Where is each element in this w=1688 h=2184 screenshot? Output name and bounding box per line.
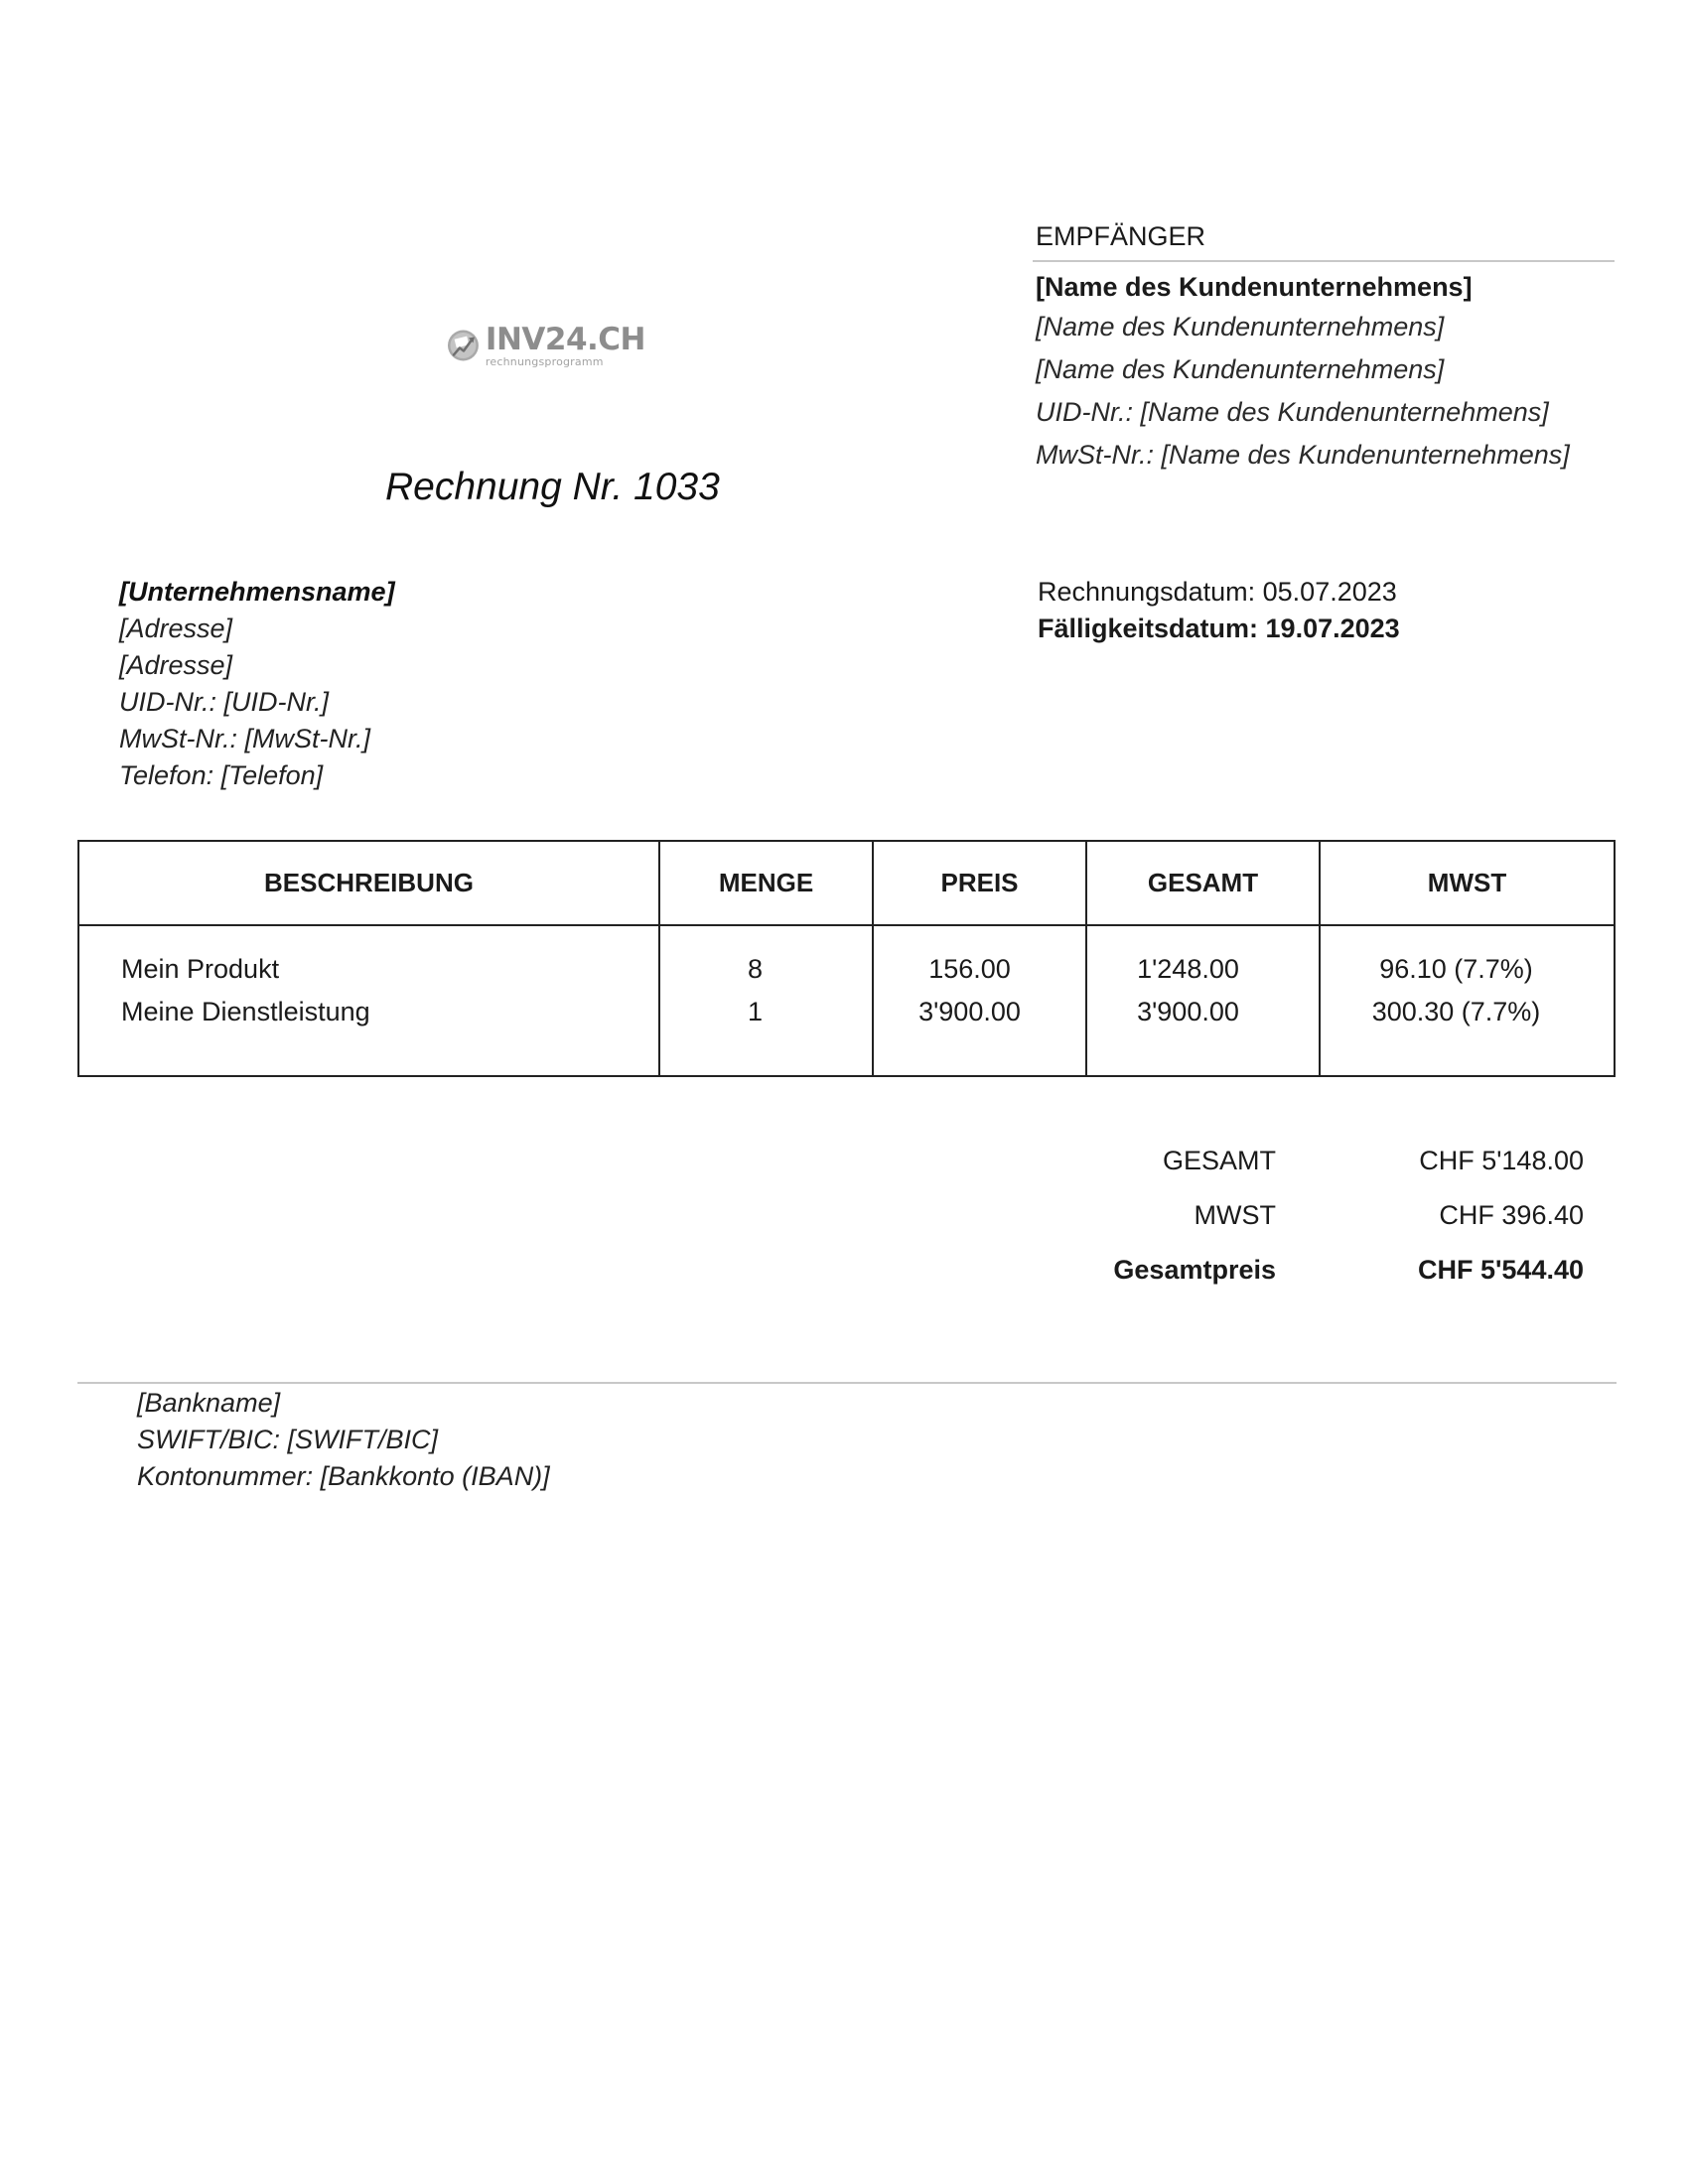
- total-cell: [1086, 925, 1320, 1076]
- dates-block: [1038, 574, 1400, 647]
- sender-uid: UID-Nr.: [UID-Nr.]: [119, 687, 329, 717]
- invoice-title: Rechnung Nr. 1033: [385, 466, 720, 508]
- table-header-row: [78, 841, 1615, 925]
- recipient-line-2: [Name des Kundenunternehmens]: [1036, 354, 1445, 384]
- item-price: 3'900.00: [918, 997, 1021, 1026]
- recipient-line-1: [Name des Kundenunternehmens]: [1036, 312, 1445, 341]
- sender-address-2: [Adresse]: [119, 650, 233, 680]
- item-quantity: 1: [747, 997, 764, 1026]
- item-vat: 300.30 (7.7%): [1371, 997, 1541, 1026]
- items-table: [77, 840, 1616, 1077]
- footer-divider: [77, 1382, 1617, 1384]
- logo-tagline: rechnungsprogramm: [485, 354, 604, 368]
- totals-block: [1053, 1134, 1584, 1297]
- item-total: 1'248.00: [1137, 954, 1239, 984]
- due-date: Fälligkeitsdatum: 19.07.2023: [1038, 614, 1400, 643]
- company-logo: [447, 310, 645, 381]
- column-header-price: PREIS: [873, 841, 1086, 925]
- item-description: Meine Dienstleistung: [121, 997, 370, 1026]
- sender-company: [Unternehmensname]: [119, 577, 395, 607]
- price-cell: [873, 925, 1086, 1076]
- item-quantity: 8: [747, 954, 764, 984]
- recipient-mwst: MwSt-Nr.: [Name des Kundenunternehmens]: [1036, 440, 1570, 470]
- grand-total-label: Gesamtpreis: [1113, 1255, 1276, 1285]
- description-cell: [78, 925, 659, 1076]
- quantity-cell: [659, 925, 873, 1076]
- vat-cell: [1320, 925, 1615, 1076]
- item-total: 3'900.00: [1137, 997, 1239, 1026]
- recipient-uid: UID-Nr.: [Name des Kundenunternehmens]: [1036, 397, 1549, 427]
- bank-account: Kontonummer: [Bankkonto (IBAN)]: [137, 1461, 550, 1491]
- recipient-block: [1033, 218, 1615, 477]
- grand-total-value: CHF 5'544.40: [1417, 1255, 1584, 1285]
- logo-chart-icon: [447, 313, 480, 378]
- column-header-description: BESCHREIBUNG: [78, 841, 659, 925]
- column-header-quantity: MENGE: [659, 841, 873, 925]
- column-header-total: GESAMT: [1086, 841, 1320, 925]
- bank-name: [Bankname]: [137, 1388, 281, 1418]
- item-description: Mein Produkt: [121, 954, 280, 984]
- sender-address-1: [Adresse]: [119, 614, 233, 643]
- item-price: 156.00: [928, 954, 1011, 984]
- subtotal-label: GESAMT: [1162, 1146, 1276, 1175]
- logo-name: INV24.CH: [485, 321, 645, 357]
- bank-swift: SWIFT/BIC: [SWIFT/BIC]: [137, 1425, 438, 1454]
- table-body: [78, 925, 1615, 1076]
- recipient-company: [Name des Kundenunternehmens]: [1036, 272, 1473, 302]
- column-header-vat: MWST: [1320, 841, 1615, 925]
- sender-block: [119, 574, 395, 794]
- grand-total-row: [1053, 1243, 1584, 1297]
- vat-row: [1053, 1188, 1584, 1243]
- vat-label: MWST: [1194, 1200, 1276, 1230]
- subtotal-row: [1053, 1134, 1584, 1188]
- sender-mwst: MwSt-Nr.: [MwSt-Nr.]: [119, 724, 370, 753]
- recipient-heading: EMPFÄNGER: [1033, 218, 1615, 262]
- vat-value: CHF 396.40: [1439, 1200, 1584, 1230]
- item-vat: 96.10 (7.7%): [1379, 954, 1533, 984]
- bank-details: [137, 1385, 550, 1495]
- subtotal-value: CHF 5'148.00: [1419, 1146, 1584, 1175]
- sender-phone: Telefon: [Telefon]: [119, 760, 324, 790]
- invoice-date: Rechnungsdatum: 05.07.2023: [1038, 577, 1397, 607]
